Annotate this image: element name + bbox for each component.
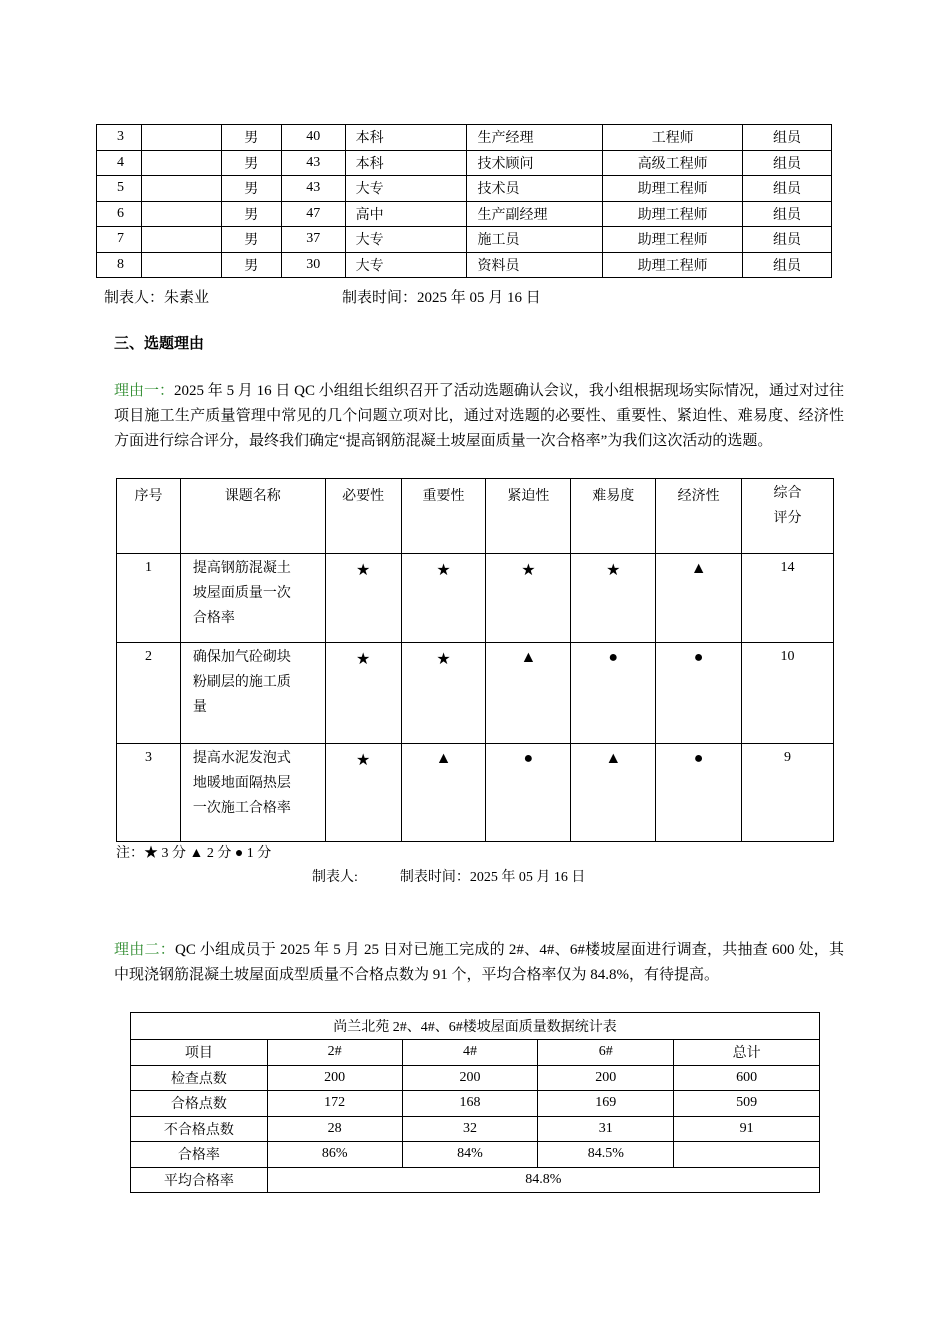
cell-no: 6 [97, 201, 142, 227]
reason-two-paragraph [114, 938, 844, 988]
cell-title: 助理工程师 [603, 201, 743, 227]
reason-one-paragraph [114, 379, 844, 454]
header-overall-score [742, 479, 834, 554]
cell-no: 4 [97, 150, 142, 176]
section-heading: 三、选题理由 [114, 334, 205, 352]
cell-name [141, 150, 221, 176]
header-urgency: 紧迫性 [486, 479, 571, 554]
header-necessity: 必要性 [325, 479, 401, 554]
cell-label: 检查点数 [131, 1065, 268, 1091]
cell-value: 200 [538, 1065, 674, 1091]
header-difficulty: 难易度 [571, 479, 656, 554]
cell-score: 10 [742, 643, 834, 744]
cell-economy-mark: ▲ [656, 554, 742, 643]
header-overall-line1: 综合 [773, 486, 802, 501]
cell-necessity-mark: ★ [325, 643, 401, 744]
cell-age: 43 [281, 176, 345, 202]
cell-importance-mark: ▲ [401, 744, 486, 842]
cell-gender: 男 [221, 150, 281, 176]
cell-gender: 男 [221, 125, 281, 151]
cell-value [674, 1142, 820, 1168]
header-no: 序号 [117, 479, 181, 554]
cell-role: 组员 [743, 150, 832, 176]
cell-importance-mark: ★ [401, 643, 486, 744]
topic-name-line: 确保加气砼砌块 [192, 650, 291, 665]
topic-table-header [117, 479, 834, 554]
cell-avg-label: 平均合格率 [131, 1167, 268, 1193]
cell-age: 37 [281, 227, 345, 253]
table-header-row [131, 1040, 820, 1066]
topic-name-line: 提高钢筋混凝土 [192, 561, 291, 576]
members-table [96, 124, 832, 278]
cell-edu: 高中 [345, 201, 467, 227]
table-row [131, 1091, 820, 1117]
cell-position: 生产经理 [467, 125, 603, 151]
cell-avg-value: 84.8% [267, 1167, 819, 1193]
topic-name-line: 地暖地面隔热层 [192, 776, 291, 791]
cell-no: 7 [97, 227, 142, 253]
cell-importance-mark: ★ [401, 554, 486, 643]
cell-value: 86% [267, 1142, 402, 1168]
stats-table-body [131, 1013, 820, 1193]
cell-urgency-mark: ● [486, 744, 571, 842]
topic-table-body [117, 554, 834, 842]
cell-title: 高级工程师 [603, 150, 743, 176]
cell-gender: 男 [221, 176, 281, 202]
reason-two-label: 理由二： [114, 942, 175, 958]
members-table-time: 制表时间：2025 年 05 月 16 日 [342, 290, 541, 306]
topic-name-line: 一次施工合格率 [192, 801, 291, 816]
cell-value: 168 [402, 1091, 538, 1117]
topic-name-line: 坡屋面质量一次 [192, 586, 291, 601]
cell-position: 资料员 [467, 252, 603, 278]
table-row [97, 252, 832, 278]
cell-gender: 男 [221, 201, 281, 227]
cell-role: 组员 [743, 125, 832, 151]
cell-no: 8 [97, 252, 142, 278]
cell-score: 14 [742, 554, 834, 643]
cell-age: 47 [281, 201, 345, 227]
topic-name-line: 合格率 [192, 611, 235, 626]
topic-name-line: 粉刷层的施工质 [192, 675, 291, 690]
topic-table-time: 制表时间：2025 年 05 月 16 日 [399, 870, 586, 885]
members-table-body [97, 125, 832, 278]
cell-role: 组员 [743, 252, 832, 278]
table-row [97, 176, 832, 202]
cell-value: 600 [674, 1065, 820, 1091]
cell-role: 组员 [743, 227, 832, 253]
cell-urgency-mark: ★ [486, 554, 571, 643]
header-item: 项目 [131, 1040, 268, 1066]
table-row [131, 1142, 820, 1168]
cell-position: 施工员 [467, 227, 603, 253]
table-title-row [131, 1013, 820, 1040]
header-total: 总计 [674, 1040, 820, 1066]
topic-name-line: 量 [192, 700, 207, 715]
members-table-maker: 制表人：朱素业 [104, 290, 210, 306]
cell-value: 91 [674, 1116, 820, 1142]
cell-name [141, 201, 221, 227]
cell-topic-name [180, 554, 325, 643]
header-building-2: 2# [267, 1040, 402, 1066]
header-building-6: 6# [538, 1040, 674, 1066]
cell-gender: 男 [221, 252, 281, 278]
cell-value: 169 [538, 1091, 674, 1117]
topic-table-signature [312, 866, 585, 886]
table-row [97, 201, 832, 227]
cell-title: 工程师 [603, 125, 743, 151]
cell-value: 200 [267, 1065, 402, 1091]
cell-no: 3 [97, 125, 142, 151]
score-legend: 注：★ 3 分 ▲ 2 分 ● 1 分 [116, 846, 272, 861]
cell-age: 40 [281, 125, 345, 151]
cell-difficulty-mark: ★ [571, 554, 656, 643]
table-row [97, 150, 832, 176]
cell-difficulty-mark: ● [571, 643, 656, 744]
reason-one-label: 理由一： [114, 383, 175, 399]
header-overall-line2: 评分 [773, 511, 802, 526]
table-row [97, 227, 832, 253]
cell-name [141, 227, 221, 253]
cell-no: 5 [97, 176, 142, 202]
table-row [117, 643, 834, 744]
cell-economy-mark: ● [656, 643, 742, 744]
cell-name [141, 176, 221, 202]
table-row [97, 125, 832, 151]
quality-stats-table [130, 1012, 820, 1193]
table-header-row [117, 479, 834, 554]
cell-role: 组员 [743, 176, 832, 202]
header-topic-name: 课题名称 [180, 479, 325, 554]
cell-value: 200 [402, 1065, 538, 1091]
cell-topic-name [180, 744, 325, 842]
table-row [117, 744, 834, 842]
cell-necessity-mark: ★ [325, 744, 401, 842]
cell-label: 合格点数 [131, 1091, 268, 1117]
cell-value: 509 [674, 1091, 820, 1117]
cell-name [141, 125, 221, 151]
cell-no: 3 [117, 744, 181, 842]
cell-age: 30 [281, 252, 345, 278]
cell-age: 43 [281, 150, 345, 176]
topic-table-maker: 制表人: [312, 870, 358, 885]
cell-value: 84.5% [538, 1142, 674, 1168]
cell-economy-mark: ● [656, 744, 742, 842]
cell-title: 助理工程师 [603, 227, 743, 253]
stats-table-title: 尚兰北苑 2#、4#、6#楼坡屋面质量数据统计表 [131, 1013, 820, 1040]
reason-two-text: QC 小组成员于 2025 年 5 月 25 日对已施工完成的 2#、4#、6#楼坡屋面进行调查，共抽查 600 处，其中现浇钢筋混凝土坡屋面成型质量不合格点数为 91 个，平均合格率仅为 84.8%，有待提高。 [114, 942, 844, 983]
cell-value: 84% [402, 1142, 538, 1168]
cell-urgency-mark: ▲ [486, 643, 571, 744]
cell-title: 助理工程师 [603, 252, 743, 278]
cell-score: 9 [742, 744, 834, 842]
header-building-4: 4# [402, 1040, 538, 1066]
cell-value: 32 [402, 1116, 538, 1142]
cell-edu: 大专 [345, 176, 467, 202]
cell-value: 28 [267, 1116, 402, 1142]
cell-label: 合格率 [131, 1142, 268, 1168]
cell-label: 不合格点数 [131, 1116, 268, 1142]
cell-edu: 本科 [345, 150, 467, 176]
topic-name-line: 提高水泥发泡式 [192, 751, 291, 766]
table-row [131, 1167, 820, 1193]
table-row [131, 1065, 820, 1091]
cell-gender: 男 [221, 227, 281, 253]
cell-position: 生产副经理 [467, 201, 603, 227]
header-importance: 重要性 [401, 479, 486, 554]
cell-difficulty-mark: ▲ [571, 744, 656, 842]
cell-title: 助理工程师 [603, 176, 743, 202]
topic-score-table [116, 478, 834, 842]
cell-position: 技术员 [467, 176, 603, 202]
cell-role: 组员 [743, 201, 832, 227]
cell-no: 1 [117, 554, 181, 643]
cell-edu: 本科 [345, 125, 467, 151]
cell-no: 2 [117, 643, 181, 744]
cell-value: 172 [267, 1091, 402, 1117]
cell-position: 技术顾问 [467, 150, 603, 176]
table-row [131, 1116, 820, 1142]
cell-edu: 大专 [345, 227, 467, 253]
cell-edu: 大专 [345, 252, 467, 278]
table-row [117, 554, 834, 643]
cell-necessity-mark: ★ [325, 554, 401, 643]
cell-name [141, 252, 221, 278]
reason-one-text: 2025 年 5 月 16 日 QC 小组组长组织召开了活动选题确认会议，我小组根据现场实际情况，通过对过往项目施工生产质量管理中常见的几个问题立项对比，通过对选题的必要性、重要性、紧迫性、难易度、经济性方面进行综合评分，最终我们确定“提高钢筋混凝土坡屋面质量一次合格率”为我们这次活动的选题。 [114, 383, 844, 449]
header-economy: 经济性 [656, 479, 742, 554]
cell-topic-name [180, 643, 325, 744]
cell-value: 31 [538, 1116, 674, 1142]
